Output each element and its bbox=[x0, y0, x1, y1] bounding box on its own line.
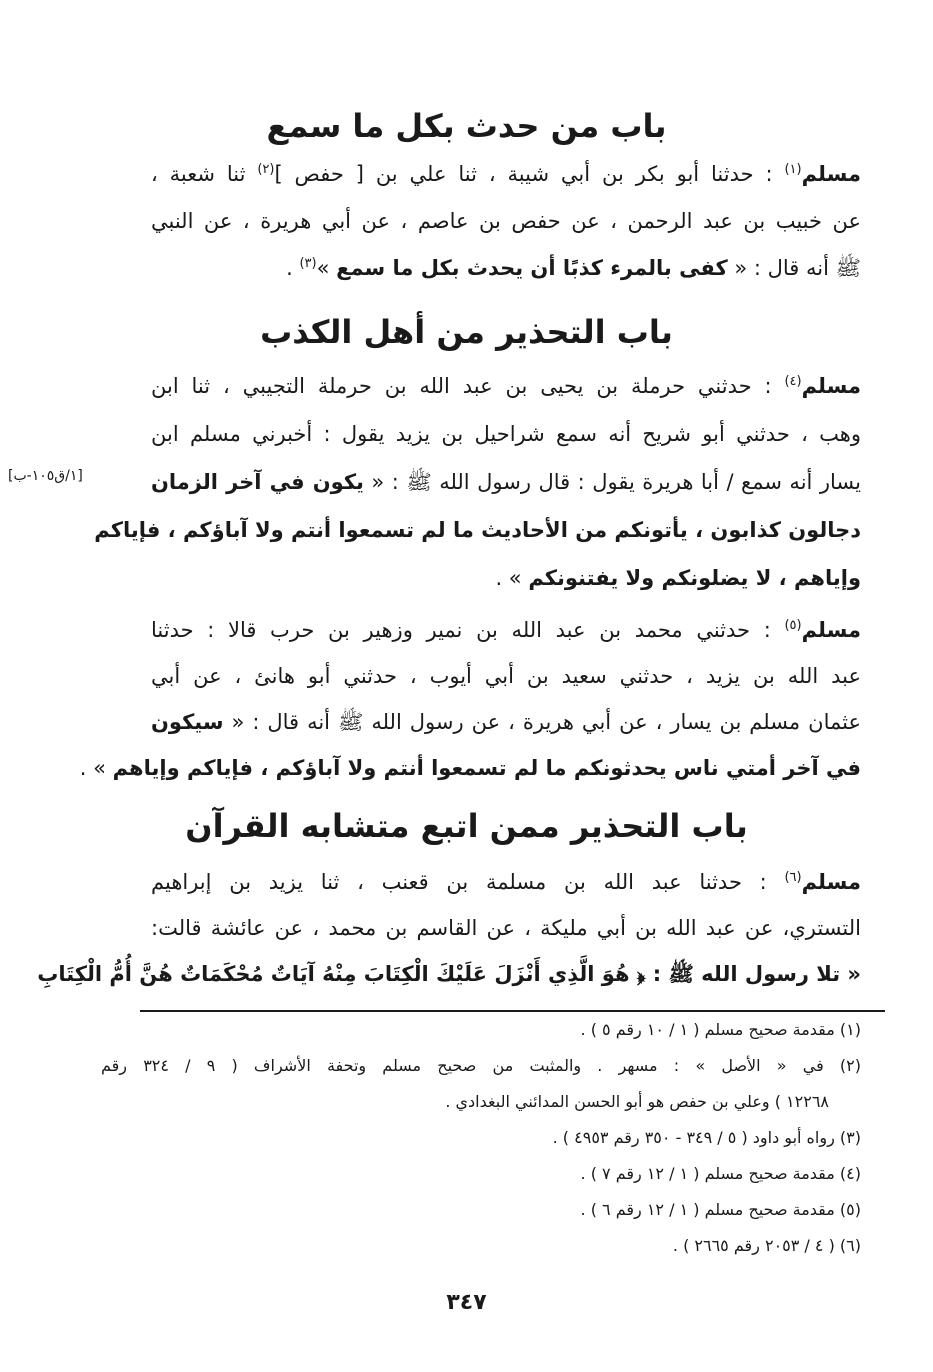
hadith-text: في آخر أمتي ناس يحدثونكم ما لم تسمعوا أنتم ولا آباؤكم ، فإياكم وإياهم bbox=[112, 756, 861, 780]
chapter-heading-3: باب التحذير ممن اتبع متشابه القرآن bbox=[185, 807, 748, 845]
text-line: مسلم$^{(٤)}$ : حدثني حرملة بن يحيى بن عبد الله بن حرملة التجيبي ، ثنا ابن bbox=[151, 374, 861, 398]
footnote-marker: (٤) bbox=[784, 374, 802, 389]
hadith-text: وإياهم ، لا يضلونكم ولا يفتنونكم bbox=[528, 566, 861, 590]
hadith-text: سيكون bbox=[151, 710, 224, 734]
text-line: في آخر أمتي ناس يحدثونكم ما لم تسمعوا أنتم ولا آباؤكم ، فإياكم وإياهم » . bbox=[79, 756, 861, 780]
footnote: (٣) رواه أبو داود ( ٥ / ٣٤٩ - ٣٥٠ رقم ٤٩٥٣ ) . bbox=[552, 1128, 861, 1147]
chapter-heading-2: باب التحذير من أهل الكذب bbox=[260, 313, 673, 351]
text-line: عن خبيب بن عبد الرحمن ، عن حفص بن عاصم ، عن أبي هريرة ، عن النبي bbox=[151, 209, 861, 233]
narrator-label: مسلم bbox=[801, 618, 861, 642]
narrator-label: مسلم bbox=[801, 374, 861, 398]
narrator-label: مسلم bbox=[801, 870, 861, 894]
footnote-marker: (٣) bbox=[299, 256, 317, 271]
footnote-marker: (١) bbox=[784, 162, 802, 177]
footnote: (١) مقدمة صحيح مسلم ( ١ / ١٠ رقم ٥ ) . bbox=[580, 1020, 861, 1039]
hadith-text: كفى بالمرء كذبًا أن يحدث بكل ما سمع bbox=[336, 256, 728, 280]
footnote: (٢) في « الأصل » : مسهر . والمثبت من صحيح مسلم وتحفة الأشراف ( ٩ / ٣٢٤ رقم bbox=[101, 1056, 861, 1075]
text-line: مسلم$^{(٥)}$ : حدثني محمد بن عبد الله بن نمير وزهير بن حرب قالا : حدثنا bbox=[151, 618, 861, 642]
footnote-continuation: ١٢٢٦٨ ) وعلي بن حفص هو أبو الحسن المدائني البغدادي . bbox=[445, 1092, 829, 1111]
footnote-marker: (٥) bbox=[784, 618, 802, 633]
footnote: (٤) مقدمة صحيح مسلم ( ١ / ١٢ رقم ٧ ) . bbox=[580, 1164, 861, 1183]
footnote: (٥) مقدمة صحيح مسلم ( ١ / ١٢ رقم ٦ ) . bbox=[580, 1200, 861, 1219]
text-line: مسلم$^{(١)}$ : حدثنا أبو بكر بن أبي شيبة ، ثنا علي بن [ حفص ]$^{(٢)}$ ثنا شعبة ، bbox=[151, 162, 861, 186]
hadith-text: دجالون كذابون ، يأتونكم من الأحاديث ما لم تسمعوا أنتم ولا آباؤكم ، فإياكم bbox=[94, 518, 861, 542]
page-number: ٣٤٧ bbox=[446, 1290, 487, 1315]
text-line: عثمان مسلم بن يسار ، عن أبي هريرة ، عن رسول الله ﷺ أنه قال : « سيكون bbox=[151, 710, 861, 734]
hadith-text: يكون في آخر الزمان bbox=[151, 470, 364, 494]
text-line: ﷺ أنه قال : « كفى بالمرء كذبًا أن يحدث بكل ما سمع »$^{(٣)}$ . bbox=[286, 256, 861, 280]
text-line: عبد الله بن يزيد ، حدثني سعيد بن أبي أيوب ، حدثني أبو هانئ ، عن أبي bbox=[151, 664, 861, 688]
footnote-marker: (٦) bbox=[784, 870, 802, 885]
text-line: يسار أنه سمع / أبا هريرة يقول : قال رسول الله ﷺ : « يكون في آخر الزمان bbox=[151, 470, 861, 494]
narrator-label: مسلم bbox=[801, 162, 861, 186]
chapter-heading-1: باب من حدث بكل ما سمع bbox=[266, 107, 667, 145]
text-line: وهب ، حدثني أبو شريح أنه سمع شراحيل بن يزيد يقول : أخبرني مسلم ابن bbox=[151, 422, 861, 446]
footnote-separator bbox=[140, 1010, 885, 1012]
text-line: وإياهم ، لا يضلونكم ولا يفتنونكم » . bbox=[495, 566, 861, 590]
manuscript-folio-note: [١/ق١٠٥-ب] bbox=[8, 468, 83, 484]
text-line: مسلم$^{(٦)}$ : حدثنا عبد الله بن مسلمة بن قعنب ، ثنا يزيد بن إبراهيم bbox=[151, 870, 861, 894]
hadith-text: « تلا رسول الله ﷺ : ﴿ هُوَ الَّذِي أَنْزَلَ عَلَيْكَ الْكِتَابَ مِنْهُ آيَاتٌ مُحْكَمَاتٌ هُنَّ أُمُّ الْكِتَابِ bbox=[37, 962, 861, 986]
footnote: (٦) ( ٤ / ٢٠٥٣ رقم ٢٦٦٥ ) . bbox=[672, 1236, 861, 1255]
text-line: التستري، عن عبد الله بن أبي مليكة ، عن القاسم بن محمد ، عن عائشة قالت: bbox=[151, 916, 861, 940]
footnote-marker: (٢) bbox=[257, 162, 275, 177]
